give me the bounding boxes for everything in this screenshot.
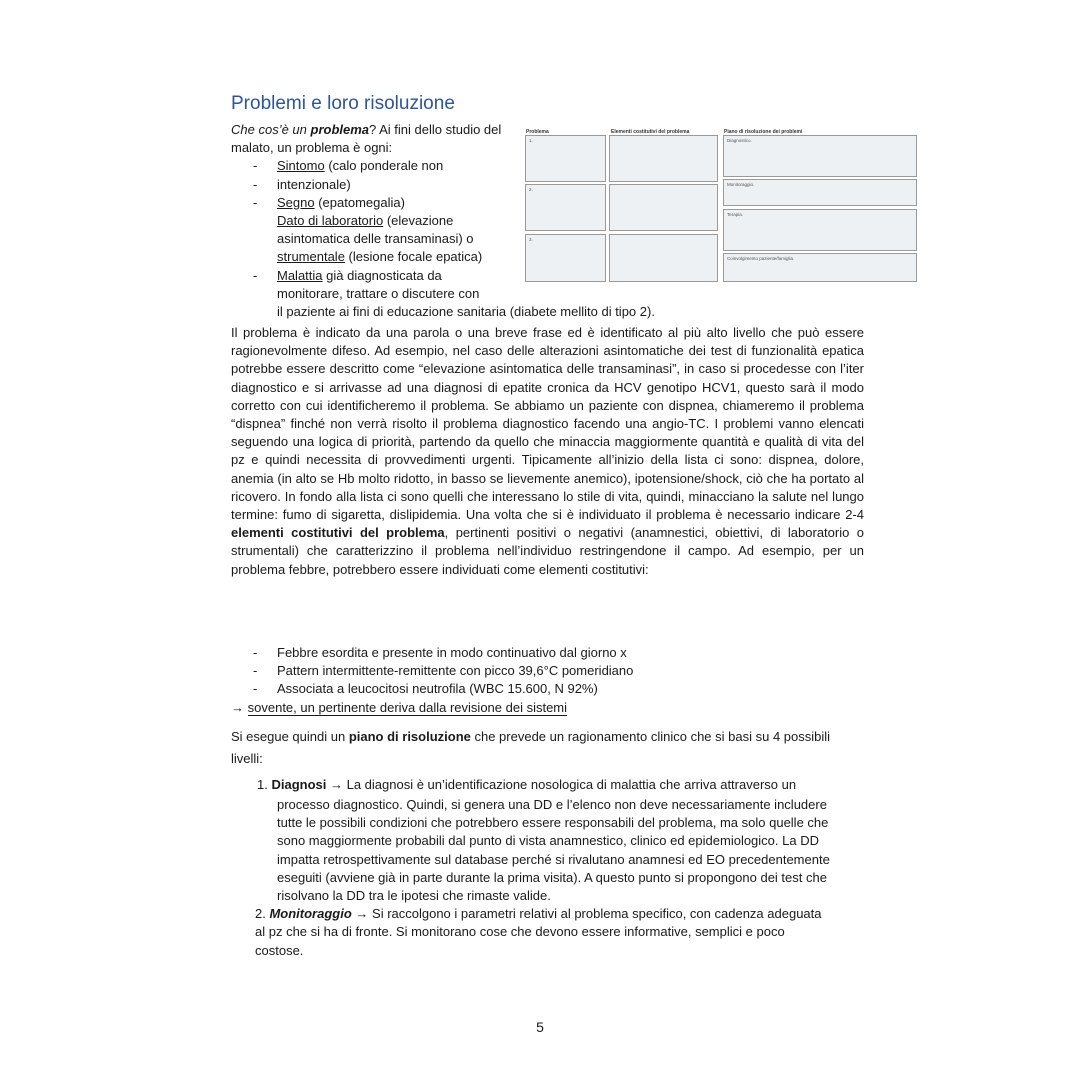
list-item: il paziente ai fini di educazione sanitaria (diabete mellito di tipo 2). <box>277 304 655 320</box>
resolution-plan-intro: Si esegue quindi un piano di risoluzione che prevede un ragionamento clinico che si basi su 4 possibili livelli: <box>231 729 831 766</box>
level-diagnosi: 1. Diagnosi → La diagnosi è un’identificazione nosologica di malattia che arriva attraverso un <box>257 777 797 792</box>
page-number: 5 <box>536 1019 544 1035</box>
intro-question: Che cos’è un <box>231 122 311 137</box>
list-item: - Segno (epatomegalia) <box>253 194 405 210</box>
figure-cell-monitoraggio: Monitoraggio. <box>723 179 917 206</box>
figure-cell <box>609 135 718 182</box>
intro-rest: ? Ai fini dello studio del malato, un problema è ogni: <box>231 122 502 156</box>
figure-col-elementi: Elementi costitutivi del problema <box>611 129 690 135</box>
figure-cell: 1. <box>525 135 606 182</box>
arrow-note: → sovente, un pertinente deriva dalla revisione dei sistemi <box>231 699 568 715</box>
list-item: - Pattern intermittente-remittente con picco 39,6°C pomeridiano <box>253 663 634 679</box>
list-item: - Associata a leucocitosi neutrofila (WBC 15.600, N 92%) <box>253 681 598 697</box>
level-monitoraggio: 2. Monitoraggio → Si raccolgono i parametri relativi al problema specifico, con cadenza adeguata al pz che si ha di fronte. Si monitorano cose che devono essere informative, semplici e poco costose. <box>255 906 822 958</box>
intro-problema: problema <box>310 122 370 137</box>
resolution-plan-section <box>231 726 831 960</box>
list-item: Dato di laboratorio (elevazione <box>277 213 454 229</box>
list-item: - Febbre esordita e presente in modo continuativo dal giorno x <box>253 645 627 660</box>
list-item: monitorare, trattare o discutere con <box>277 285 480 301</box>
problem-table-figure <box>525 126 918 284</box>
figure-cell: 2. <box>525 184 606 231</box>
section-heading: Problemi e loro risoluzione <box>231 93 455 114</box>
list-item: - intenzionale) <box>253 176 351 192</box>
figure-cell: 3. <box>525 234 606 282</box>
level-diagnosi-body: processo diagnostico. Quindi, si genera una DD e l’elenco non deve necessariamente includere tutte le possibili condizioni che potrebbero essere responsabili del problema, ma solo quelle che sono maggiormente probabili dal punto di vista anamnestico, clinico ed epidemiologico. La DD impatta retrospettivamente sul database perché si rivalutano anamnesi ed EO precedentemente eseguiti (avviene già in parte durante la prima visita). A questo punto si propongono dei test che risolvano la DD tra le ipotesi che rimaste valide. <box>277 797 830 904</box>
fever-elements-list <box>231 644 864 717</box>
problem-description-paragraph: Il problema è indicato da una parola o una breve frase ed è identificato al più alto livello che può essere ragionevolmente difeso. Ad esempio, nel caso delle alterazioni asintomatiche dei test di funzionalità epatica potrebbe essere descritto come “elevazione asintomatica delle transaminasi”, in caso si procedesse con l’iter diagnostico e si arrivasse ad una diagnosi di epatite cronica da HCV genotipo HCV1, questo sarà il modo corretto con cui identificheremo il problema. Se abbiamo un paziente con dispnea, chiameremo il problema “dispnea” finché non verrà risolto il problema diagnostico facendo una angio-TC. I problemi vanno elencati seguendo una logica di priorità, partendo da quello che minaccia maggiormente quantità e qualità di vita del pz e quindi necessita di provvedimenti urgenti. Tipicamente all’inizio della lista ci sono: dispnea, dolore, anemia (in alto se Hb molto ridotto, in basso se lievemente anemico), ipotensione/shock, ciò che ha portato al ricovero. In fondo alla lista ci sono quelli che interessano lo stile di vita, quindi, minacciano la salute nel lungo termine: fumo di sigaretta, dislipidemia. Una volta che si è individuato il problema è necessario indicare 2-4 elementi costitutivi del problema, pertinenti positivi o negativi (anamnestici, obiettivi, di laboratorio o strumentali) che caratterizzino il problema nell’individuo restringendone il campo. Ad esempio, per un problema febbre, potrebbero essere individuati come elementi costitutivi: <box>231 325 864 577</box>
figure-cell <box>609 184 718 231</box>
list-item: - Sintomo (calo ponderale non <box>253 158 444 174</box>
list-item: - Malattia già diagnosticata da <box>253 267 442 283</box>
figure-cell-coinvolgimento: Coinvolgimento paziente/famiglia. <box>723 253 917 282</box>
figure-cell-terapia: Terapia. <box>723 209 917 251</box>
figure-cell <box>609 234 718 282</box>
figure-cell-diagnostico: Diagnostico. <box>723 135 917 177</box>
figure-col-piano: Piano di risoluzione dei problemi <box>724 129 803 135</box>
list-item: strumentale (lesione focale epatica) <box>277 249 483 265</box>
intro-paragraph <box>231 121 521 157</box>
figure-col-problema: Problema <box>526 129 549 135</box>
list-item: asintomatica delle transaminasi) o <box>277 231 474 247</box>
resolution-levels-list <box>231 774 831 960</box>
